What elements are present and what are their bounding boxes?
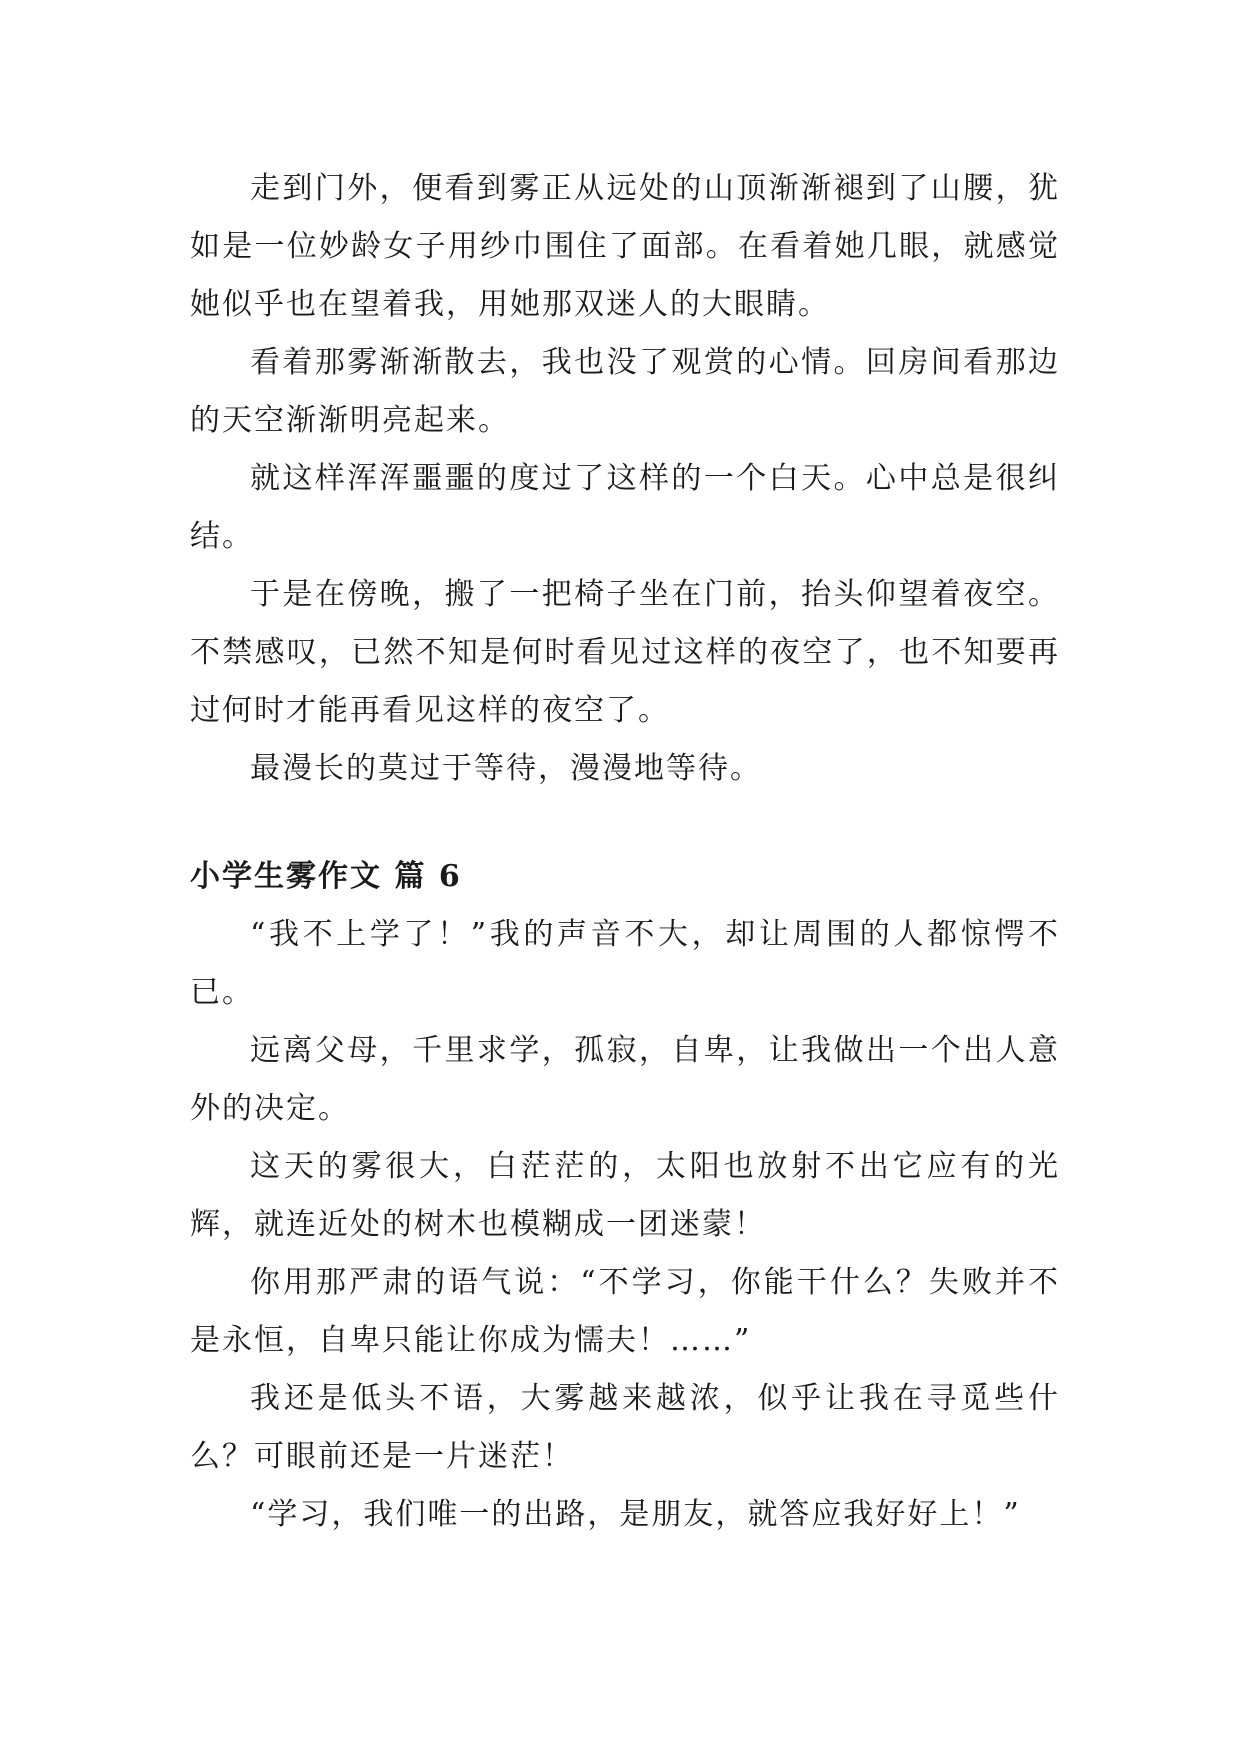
paragraph-head-down: 我还是低头不语，大雾越来越浓，似乎让我在寻觅些什么？可眼前还是一片迷茫！ bbox=[190, 1381, 1060, 1474]
section-title: 小学生雾作文 篇 6 bbox=[190, 859, 462, 894]
paragraph-stern-words: 你用那严肃的语气说：“不学习，你能干什么？失败并不是永恒，自卑只能让你成为懦夫！……” bbox=[190, 1265, 1060, 1358]
paragraph-fog-dispersing: 看着那雾渐渐散去，我也没了观赏的心情。回房间看那边的天空渐渐明亮起来。 bbox=[190, 345, 1060, 438]
paragraph-evening-sky: 于是在傍晚，搬了一把椅子坐在门前，抬头仰望着夜空。不禁感叹，已然不知是何时看见过这样的夜空了，也不知要再过何时才能再看见这样的夜空了。 bbox=[190, 577, 1060, 728]
paragraph-far-from-parents: 远离父母，千里求学，孤寂，自卑，让我做出一个出人意外的决定。 bbox=[190, 1033, 1060, 1126]
paragraph-quit-school: “我不上学了！”我的声音不大，却让周围的人都惊愕不已。 bbox=[190, 917, 1060, 1010]
paragraph-fog-mountain: 走到门外，便看到雾正从远处的山顶渐渐褪到了山腰，犹如是一位妙龄女子用纱巾围住了面部。在看着她几眼，就感觉她似乎也在望着我，用她那双迷人的大眼睛。 bbox=[190, 171, 1060, 322]
paragraph-study-promise: “学习，我们唯一的出路，是朋友，就答应我好好上！” bbox=[250, 1497, 1021, 1532]
paragraph-heavy-fog: 这天的雾很大，白茫茫的，太阳也放射不出它应有的光辉，就连近处的树木也模糊成一团迷蒙！ bbox=[190, 1149, 1060, 1242]
paragraph-waiting: 最漫长的莫过于等待，漫漫地等待。 bbox=[250, 751, 762, 786]
paragraph-muddled-day: 就这样浑浑噩噩的度过了这样的一个白天。心中总是很纠结。 bbox=[190, 461, 1060, 554]
document-page bbox=[190, 160, 1060, 1544]
